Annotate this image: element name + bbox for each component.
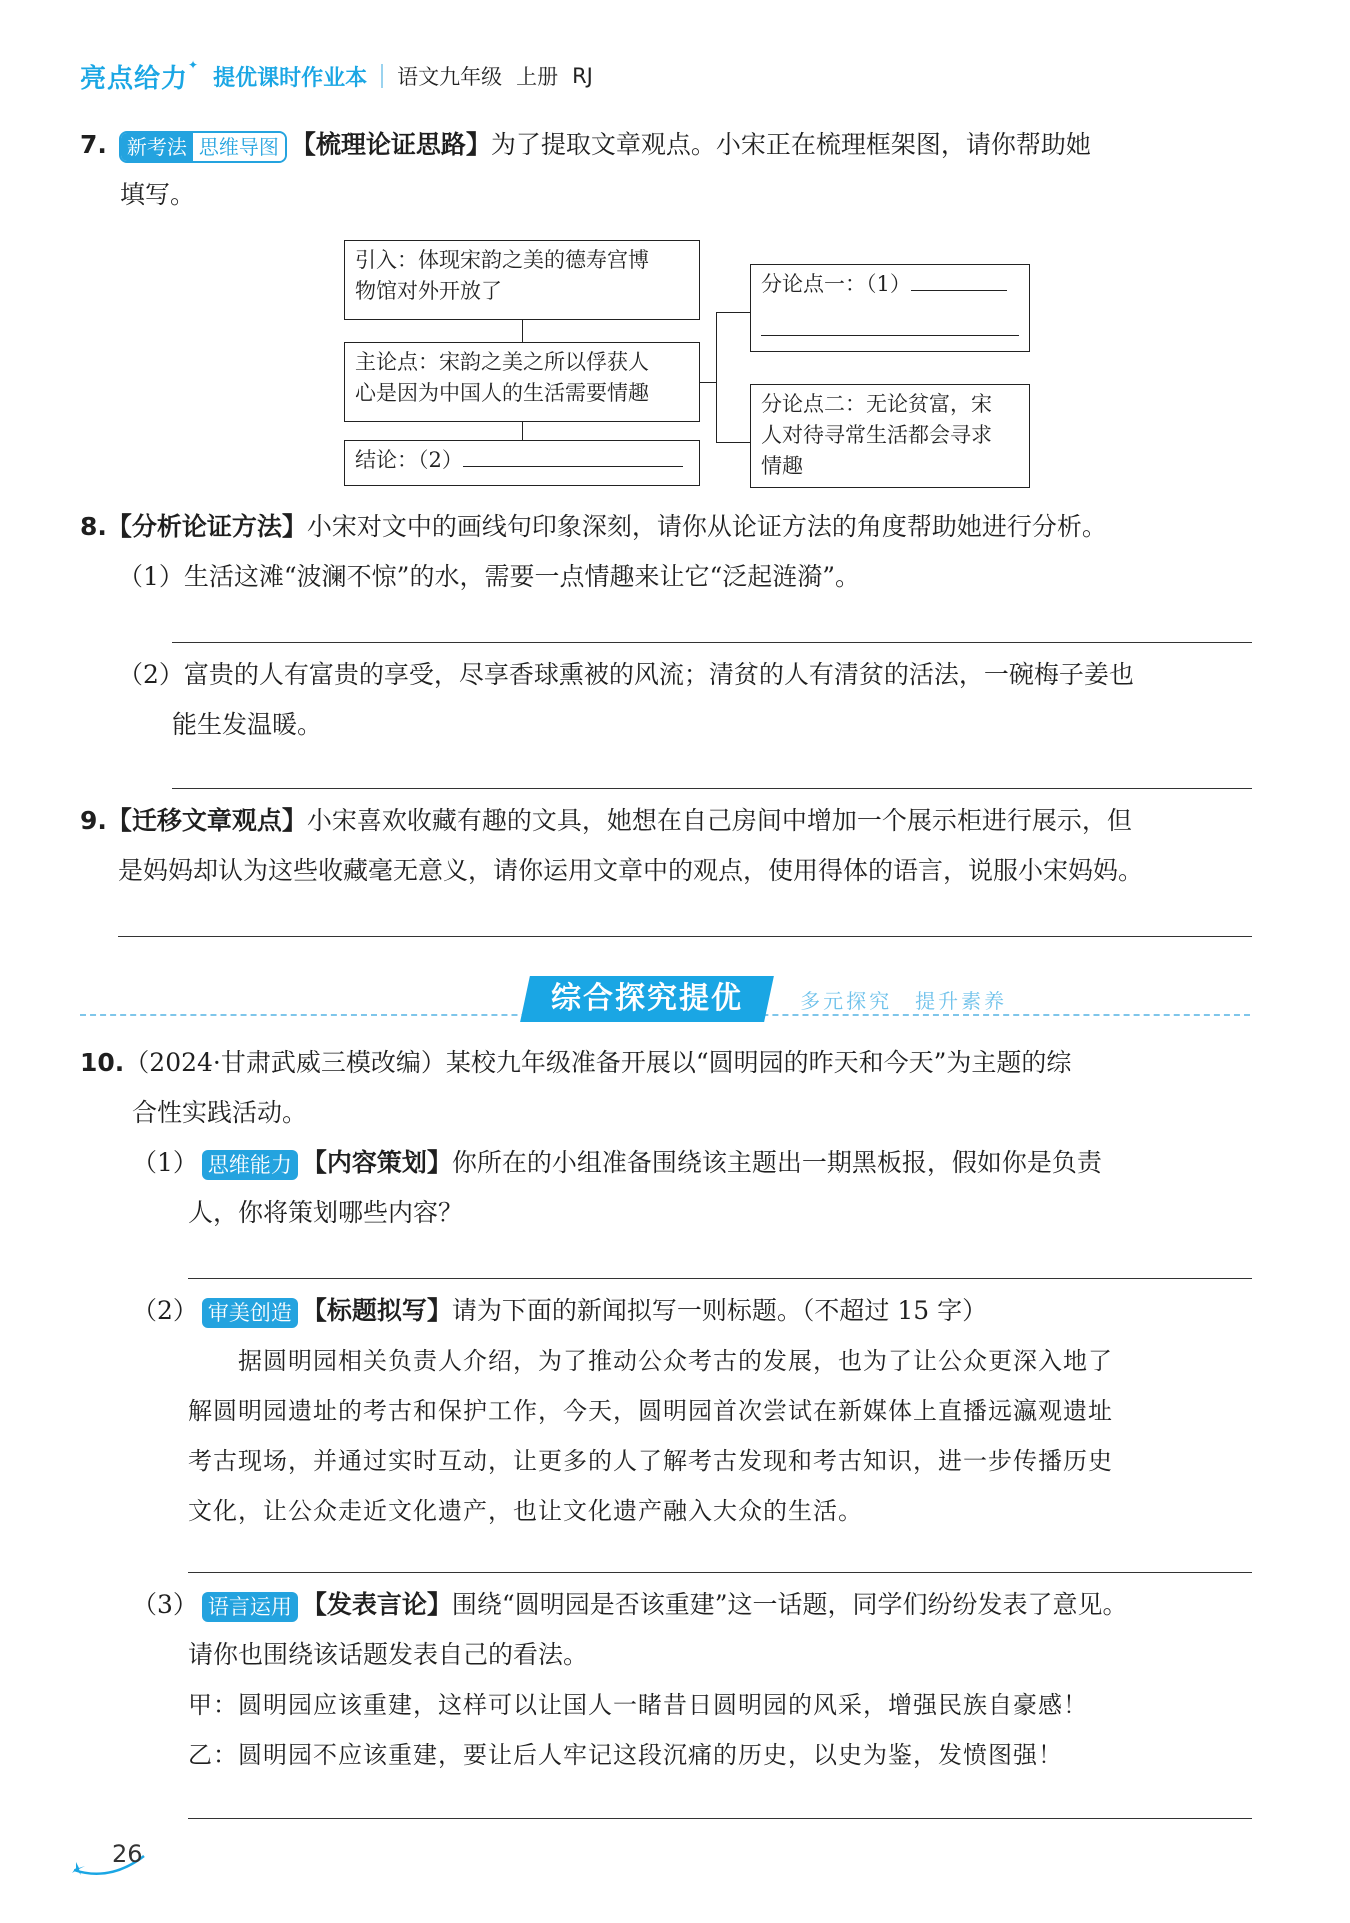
page-header — [80, 56, 593, 96]
question-10-part-3-cont: 请你也围绕该话题发表自己的看法。 — [188, 1640, 589, 1669]
main-line-2: 心是因为中国人的生活需要情趣 — [355, 381, 649, 405]
question-text: 小宋喜欢收藏有趣的文具，她想在自己房间中增加一个展示柜进行展示，但 — [306, 806, 1132, 835]
part-text: 你所在的小组准备围绕该主题出一期黑板报，假如你是负责 — [451, 1148, 1102, 1177]
question-number: 8. — [80, 512, 107, 541]
question-text: （2024·甘肃武威三模改编）某校九年级准备开展以“圆明园的昨天和今天”为主题的综 — [124, 1048, 1072, 1077]
news-line-1: 据圆明园相关负责人介绍，为了推动公众考古的发展，也为了让公众更深入地了 — [188, 1347, 1113, 1375]
part-index: （1） — [132, 1148, 198, 1177]
question-10-part-1-cont: 人，你将策划哪些内容？ — [188, 1198, 464, 1227]
answer-line[interactable] — [188, 1278, 1252, 1279]
diagram-sub1-box — [750, 264, 1030, 352]
part-index: （2） — [132, 1296, 198, 1325]
question-category: 【迁移文章观点】 — [106, 806, 307, 835]
blank-line — [911, 290, 1007, 291]
sub1-label: 分论点一：（1） — [761, 272, 911, 296]
connector — [716, 312, 717, 442]
part-tag: 审美创造 — [202, 1298, 298, 1328]
diagram-conclusion-box — [344, 440, 700, 486]
question-8-item-1: （1）生活这滩“波澜不惊”的水，需要一点情趣来让它“泛起涟漪”。 — [118, 562, 861, 591]
intro-line-2: 物馆对外开放了 — [355, 279, 502, 303]
sub2-line-2: 人对待寻常生活都会寻求 — [761, 423, 992, 447]
part-text: 请为下面的新闻拟写一则标题。（不超过 15 字） — [451, 1296, 988, 1325]
question-number: 7. — [80, 130, 107, 159]
connector — [522, 422, 523, 440]
part-tag: 思维能力 — [202, 1150, 298, 1180]
tag-left: 新考法 — [121, 133, 193, 161]
part-text: 围绕“圆明园是否该重建”这一话题，同学们纷纷发表了意见。 — [451, 1590, 1128, 1619]
part-category: 【标题拟写】 — [301, 1296, 452, 1325]
part-category: 【发表言论】 — [301, 1590, 452, 1619]
blank-line — [761, 304, 1019, 336]
main-line-1: 主论点：宋韵之美之所以俘获人 — [355, 350, 649, 374]
blank-line — [463, 466, 683, 467]
question-10-part-1 — [132, 1138, 1262, 1188]
header-volume: 上册 — [516, 65, 559, 89]
brand-logo: 亮点给力✦ — [80, 57, 200, 94]
opinion-yi: 乙：圆明园不应该重建，要让后人牢记这段沉痛的历史，以史为鉴，发愤图强！ — [188, 1741, 1063, 1769]
connector — [700, 382, 716, 383]
diagram-sub2-box — [750, 384, 1030, 488]
section-subtitle: 多元探究 提升素养 — [800, 989, 1008, 1013]
header-subject: 语文九年级 — [397, 65, 503, 89]
section-title: 综合探究提优 — [520, 976, 774, 1022]
question-9-cont: 是妈妈却认为这些收藏毫无意义，请你运用文章中的观点，使用得体的语言，说服小宋妈妈。 — [118, 856, 1144, 885]
question-text: 小宋对文中的画线句印象深刻，请你从论证方法的角度帮助她进行分析。 — [306, 512, 1107, 541]
answer-line[interactable] — [188, 1572, 1252, 1573]
answer-line[interactable] — [188, 1818, 1252, 1819]
part-index: （3） — [132, 1590, 198, 1619]
question-7 — [80, 120, 1260, 170]
question-category: 【分析论证方法】 — [106, 512, 307, 541]
question-tag — [119, 131, 287, 163]
question-10 — [80, 1038, 1270, 1088]
part-tag: 语言运用 — [202, 1592, 298, 1622]
question-10-cont: 合性实践活动。 — [132, 1098, 308, 1127]
news-line-4: 文化，让公众走近文化遗产，也让文化遗产融入大众的生活。 — [188, 1497, 863, 1525]
section-banner — [525, 976, 1007, 1022]
news-line-3: 考古现场，并通过实时互动，让更多的人了解考古发现和考古知识，进一步传播历史 — [188, 1447, 1113, 1475]
question-7-cont: 填写。 — [120, 180, 196, 209]
opinion-jia: 甲：圆明园应该重建，这样可以让国人一睹昔日圆明园的风采，增强民族自豪感！ — [188, 1691, 1088, 1719]
diagram-main-box — [344, 342, 700, 422]
question-8 — [80, 502, 1270, 552]
answer-line[interactable] — [118, 936, 1252, 937]
sub2-line-1: 分论点二：无论贫富，宋 — [761, 392, 992, 416]
answer-line[interactable] — [172, 788, 1252, 789]
intro-line-1: 引入：体现宋韵之美的德寿宫博 — [355, 248, 649, 272]
header-divider — [381, 64, 383, 88]
question-category: 【梳理论证思路】 — [290, 130, 491, 159]
part-category: 【内容策划】 — [301, 1148, 452, 1177]
page-number: 26 — [112, 1840, 143, 1868]
question-text: 为了提取文章观点。小宋正在梳理框架图，请你帮助她 — [490, 130, 1091, 159]
tag-right: 思维导图 — [193, 133, 285, 161]
book-subtitle: 提优课时作业本 — [213, 65, 368, 91]
question-8-item-2-cont: 能生发温暖。 — [172, 710, 323, 739]
connector — [716, 442, 750, 443]
connector — [522, 320, 523, 342]
header-edition: RJ — [572, 64, 593, 88]
question-number: 10. — [80, 1048, 125, 1077]
conclusion-label: 结论：（2） — [355, 448, 463, 472]
question-8-item-2: （2）富贵的人有富贵的享受，尽享香球熏被的风流；清贫的人有清贫的活法，一碗梅子姜也 — [118, 660, 1134, 689]
question-number: 9. — [80, 806, 107, 835]
answer-line[interactable] — [172, 642, 1252, 643]
connector — [716, 312, 750, 313]
sub2-line-3: 情趣 — [761, 454, 803, 478]
question-9 — [80, 796, 1270, 846]
news-line-2: 解圆明园遗址的考古和保护工作，今天，圆明园首次尝试在新媒体上直播远瀛观遗址 — [188, 1397, 1113, 1425]
diagram-intro-box — [344, 240, 700, 320]
question-10-part-3 — [132, 1580, 1262, 1630]
question-10-part-2 — [132, 1286, 1262, 1336]
